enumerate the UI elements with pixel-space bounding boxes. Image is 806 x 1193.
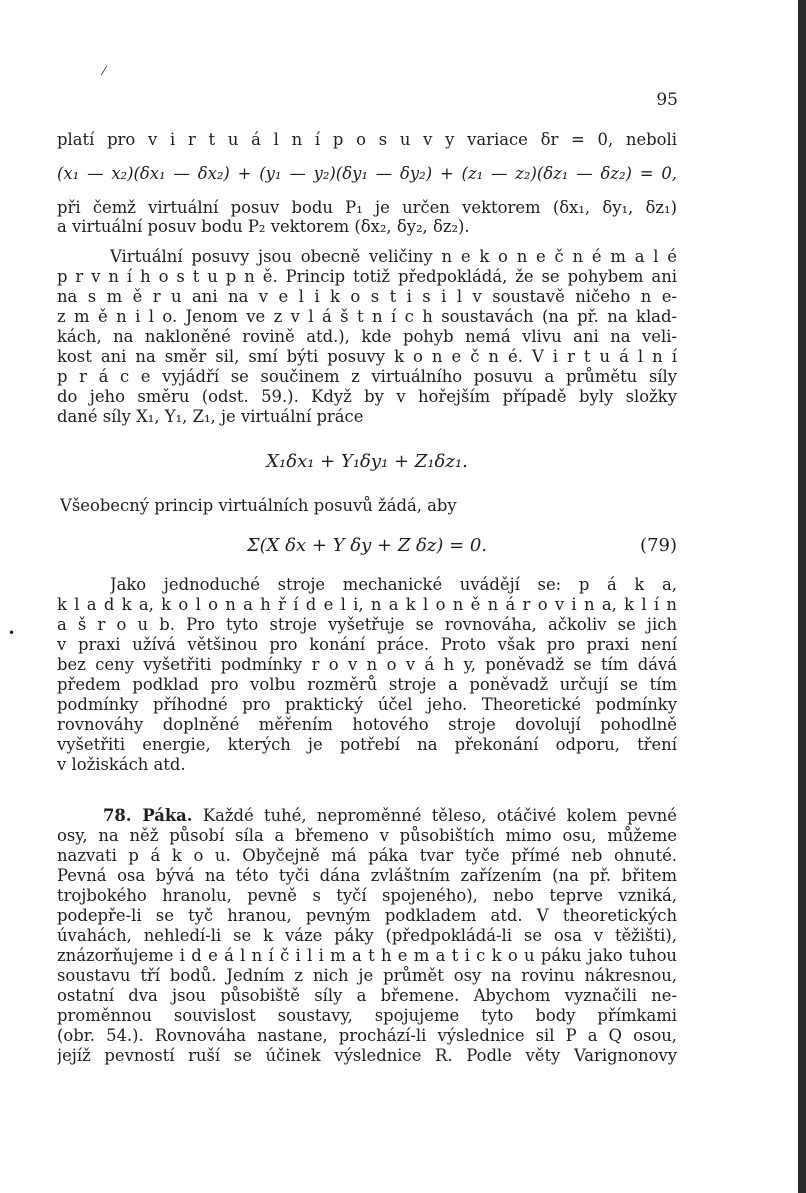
text-line: Jako jednoduché stroje mechanické uvádějí se: p á k a, bbox=[110, 575, 677, 594]
text-line: vyšetřiti energie, kterých je potřebí na překonání odporu, tření bbox=[57, 735, 677, 754]
section-first-line-text: Každé tuhé, neproměnné těleso, otáčivé kolem pevné bbox=[202, 806, 677, 825]
text-line: ostatní dva jsou působiště síly a břemene. Abychom vyznačili ne- bbox=[57, 986, 677, 1005]
text-line: podmínky příhodné pro praktický účel jeho. Theoretické podmínky bbox=[57, 695, 677, 714]
text-line: kost ani na směr sil, smí býti posuvy k o n e č n é. V i r t u á l n í bbox=[57, 347, 677, 366]
text-line: (obr. 54.). Rovnováha nastane, prochází-li výslednice sil P a Q osou, bbox=[57, 1026, 677, 1045]
equation-work: X₁δx₁ + Y₁δy₁ + Z₁δz₁. bbox=[266, 452, 468, 471]
text-line: znázorňujeme i d e á l n í č i l i m a t h e m a t i c k o u páku jako tuhou bbox=[57, 946, 677, 965]
text-line: trojbokého hranolu, pevně s tyčí spojeného), nebo teprve vzniká, bbox=[57, 886, 677, 905]
text-line: předem podklad pro volbu rozměrů stroje a poněvadž určují se tím bbox=[57, 675, 677, 694]
text-line: bez ceny vyšetřiti podmínky r o v n o v á h y, poněvadž se tím dává bbox=[57, 655, 677, 674]
text-line: kách, na nakloněné rovině atd.), kde pohyb nemá vlivu ani na veli- bbox=[57, 327, 677, 346]
text-line: úvahách, nehledí-li se k váze páky (předpokládá-li se osa v těžišti), bbox=[57, 926, 677, 945]
page-number: 95 bbox=[656, 90, 678, 110]
section-heading: 78. Páka. bbox=[103, 806, 193, 825]
text-line: k l a d k a, k o l o n a h ř í d e l i, n a k l o n ě n á r o v i n a, k l í n bbox=[57, 595, 677, 614]
text-line: jejíž pevností ruší se účinek výslednice R. Podle věty Varignonovy bbox=[57, 1046, 677, 1065]
equation-line: (x₁ — x₂)(δx₁ — δx₂) + (y₁ — y₂)(δy₁ — δy₂) + (z₁ — z₂)(δz₁ — δz₂) = 0, bbox=[57, 164, 677, 183]
text-line: Všeobecný princip virtuálních posuvů žádá, aby bbox=[60, 496, 457, 515]
text-line: nazvati p á k o u. Obyčejně má páka tvar tyče přímé neb ohnuté. bbox=[57, 846, 677, 865]
page-edge-shadow bbox=[798, 0, 806, 1193]
text-line: z m ě n i l o. Jenom ve z v l á š t n í c h soustavách (na př. na klad- bbox=[57, 307, 677, 326]
section-first-line bbox=[103, 806, 677, 825]
text-line: do jeho směru (odst. 59.). Když by v hořejším případě byly složky bbox=[57, 387, 677, 406]
print-speck: ⁄ bbox=[103, 64, 106, 78]
equation-79 bbox=[57, 536, 677, 555]
text-line: podepře-li se tyč hranou, pevným podkladem atd. V theoretických bbox=[57, 906, 677, 925]
text-line: a š r o u b. Pro tyto stroje vyšetřuje se rovnováha, ačkoliv se jich bbox=[57, 615, 677, 634]
text-line: soustavu tří bodů. Jedním z nich je průmět osy na rovinu nákresnou, bbox=[57, 966, 677, 985]
text-line: Virtuální posuvy jsou obecně veličiny n e k o n e č n é m a l é bbox=[110, 247, 677, 266]
text-line: dané síly X₁, Y₁, Z₁, je virtuální práce bbox=[57, 407, 364, 426]
equation-79-body: Σ(X δx + Y δy + Z δz) = 0. bbox=[246, 536, 488, 555]
text-line: Pevná osa bývá na této tyči dána zvláštním zařízením (na př. břitem bbox=[57, 866, 677, 885]
text-line: při čemž virtuální posuv bodu P₁ je určen vektorem (δx₁, δy₁, δz₁) bbox=[57, 198, 677, 217]
text-line: a virtuální posuv bodu P₂ vektorem (δx₂, δy₂, δz₂). bbox=[57, 217, 470, 236]
equation-number: (79) bbox=[640, 536, 677, 555]
print-speck: • bbox=[8, 626, 16, 640]
text-line: rovnováhy doplněné měřením hotového stroje dovolují pohodlně bbox=[57, 715, 677, 734]
text-line: osy, na něž působí síla a břemeno v působištích mimo osu, můžeme bbox=[57, 826, 677, 845]
text-line: na s m ě r u ani na v e l i k o s t i s i l v soustavě ničeho n e- bbox=[57, 287, 677, 306]
text-line: proměnnou souvislost soustavy, spojujeme tyto body přímkami bbox=[57, 1006, 677, 1025]
text-line: p r á c e vyjádří se součinem z virtuálního posuvu a průmětu síly bbox=[57, 367, 677, 386]
text-line: v praxi užívá většinou pro konání práce. Proto však pro praxi není bbox=[57, 635, 677, 654]
text-line: p r v n í h o s t u p n ě. Princip totiž předpokládá, že se pohybem ani bbox=[57, 267, 677, 286]
text-line: platí pro v i r t u á l n í p o s u v y variace δr = 0, neboli bbox=[57, 130, 677, 149]
text-line: v ložiskách atd. bbox=[57, 755, 186, 774]
